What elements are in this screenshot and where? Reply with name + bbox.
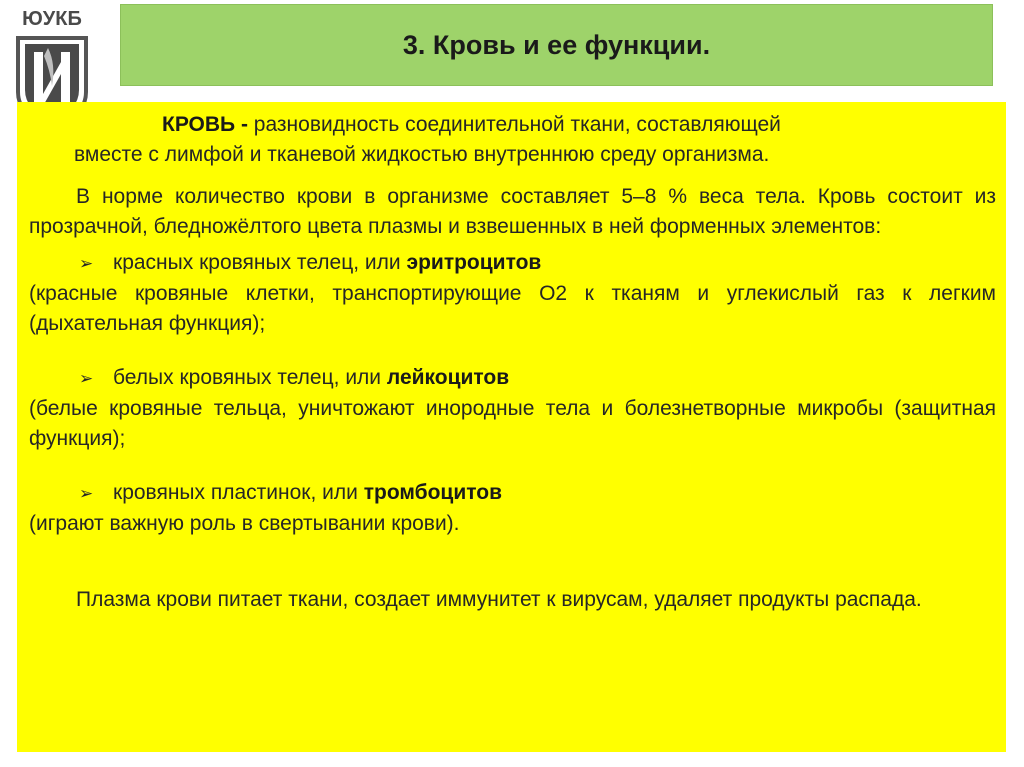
bullet-term: тромбоцитов	[363, 481, 502, 504]
logo-text: ЮУКБ	[22, 8, 82, 30]
bullet-leukocytes	[29, 363, 996, 394]
intro-line-2: вместе с лимфой и тканевой жидкостью внутреннюю среду организма.	[74, 143, 770, 166]
page-title: 3. Кровь и ее функции.	[402, 29, 711, 60]
bullet-text	[113, 363, 509, 393]
plasma-paragraph: Плазма крови питает ткани, создает иммунитет к вирусам, удаляет продукты распада.	[76, 588, 922, 611]
title-bar	[120, 4, 993, 86]
bullet-term: лейкоцитов	[386, 366, 510, 389]
arrow-bullet-icon: ➢	[79, 484, 94, 503]
bullet-thrombocytes	[29, 478, 996, 509]
norm-paragraph: В норме количество крови в организме составляет 5–8 % веса тела. Кровь состоит из прозрачной, бледножёлтого цвета плазмы и взвешенных в ней форменных элементов:	[29, 185, 996, 238]
bullet-text	[113, 248, 541, 278]
intro-rest: разновидность соединительной ткани, составляющей	[247, 113, 781, 136]
intro-term: КРОВЬ -	[162, 113, 248, 136]
bullet-term: эритроцитов	[406, 251, 542, 274]
bullet-text	[113, 478, 502, 508]
intro-line-1	[29, 102, 996, 140]
bullet-erythrocytes	[29, 248, 996, 279]
bullet-label: белых кровяных телец, или	[113, 366, 387, 389]
bullet-label: кровяных пластинок, или	[113, 481, 364, 504]
arrow-bullet-icon: ➢	[79, 369, 94, 388]
arrow-bullet-icon: ➢	[79, 254, 94, 273]
content-panel	[17, 102, 1006, 752]
bullet-label: красных кровяных телец, или	[113, 251, 407, 274]
bullet-description: (красные кровяные клетки, транспортирующие О2 к тканям и углекислый газ к легким (дыхательная функция);	[29, 282, 996, 335]
bullet-description: (белые кровяные тельца, уничтожают инородные тела и болезнетворные микробы (защитная функция);	[29, 397, 996, 450]
bullet-description: (играют важную роль в свертывании крови).	[29, 512, 460, 535]
